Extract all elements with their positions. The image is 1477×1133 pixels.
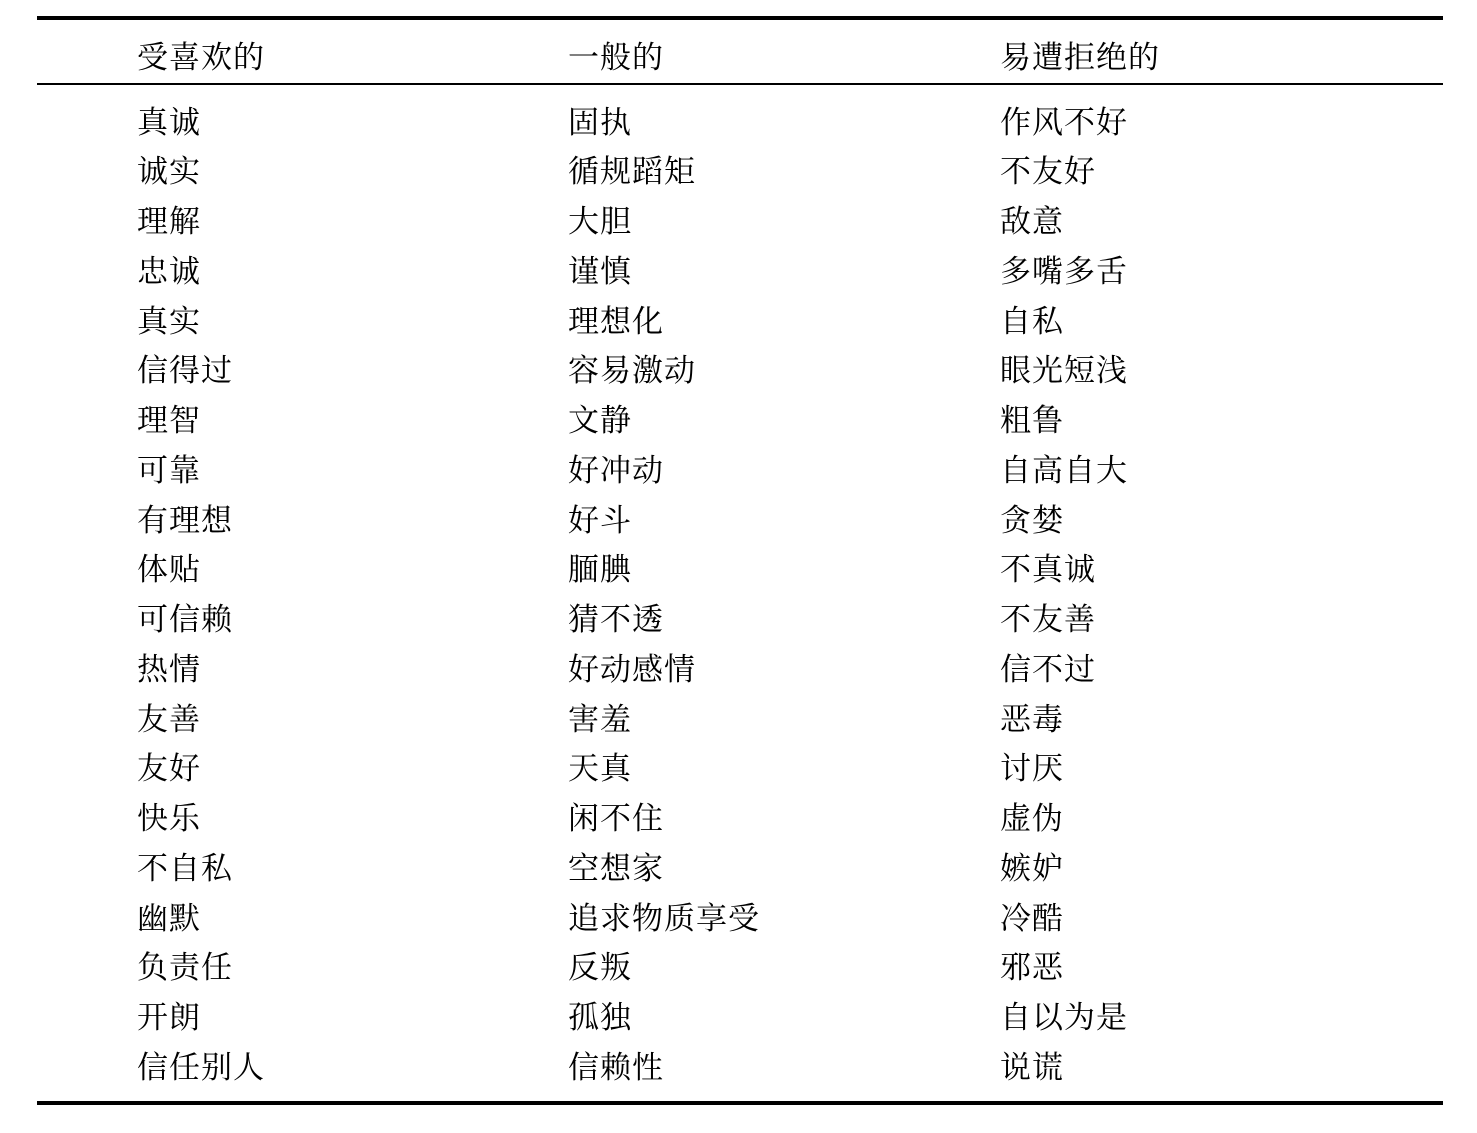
cell-neutral: 循规蹈矩 bbox=[568, 154, 696, 191]
cell-liked: 可信赖 bbox=[137, 602, 233, 638]
cell-liked: 体贴 bbox=[137, 552, 201, 589]
cell-neutral: 空想家 bbox=[568, 850, 664, 887]
cell-rejected: 自以为是 bbox=[1000, 1000, 1128, 1036]
cell-liked: 热情 bbox=[137, 651, 201, 688]
cell-rejected: 信不过 bbox=[1000, 651, 1096, 688]
cell-rejected: 不友好 bbox=[1000, 154, 1096, 191]
cell-liked: 真诚 bbox=[137, 104, 201, 141]
cell-neutral: 固执 bbox=[568, 104, 632, 141]
cell-liked: 理解 bbox=[137, 204, 201, 240]
cell-rejected: 冷酷 bbox=[1000, 900, 1064, 937]
cell-neutral: 好动感情 bbox=[568, 651, 696, 688]
table-row bbox=[37, 844, 1443, 894]
cell-liked: 理智 bbox=[137, 403, 201, 439]
cell-rejected: 邪恶 bbox=[1000, 950, 1064, 987]
cell-liked: 信任别人 bbox=[137, 1049, 265, 1086]
cell-rejected: 贪婪 bbox=[1000, 502, 1064, 539]
table-row bbox=[37, 645, 1443, 695]
cell-liked: 快乐 bbox=[137, 801, 201, 837]
cell-liked: 有理想 bbox=[137, 502, 233, 539]
cell-liked: 忠诚 bbox=[137, 253, 201, 290]
cell-neutral: 好冲动 bbox=[568, 452, 664, 489]
table-row bbox=[37, 794, 1443, 844]
table-row bbox=[37, 1043, 1443, 1093]
cell-liked: 开朗 bbox=[137, 1000, 201, 1036]
table-body bbox=[37, 85, 1443, 1093]
bottom-rule bbox=[37, 1101, 1443, 1105]
cell-neutral: 好斗 bbox=[568, 502, 632, 539]
cell-liked: 真实 bbox=[137, 303, 201, 340]
table-row bbox=[37, 943, 1443, 993]
cell-rejected: 敌意 bbox=[1000, 204, 1064, 240]
cell-neutral: 腼腆 bbox=[568, 552, 632, 589]
cell-neutral: 追求物质享受 bbox=[568, 900, 760, 937]
header-neutral: 一般的 bbox=[568, 40, 664, 76]
cell-rejected: 说谎 bbox=[1000, 1049, 1064, 1086]
table-row bbox=[37, 993, 1443, 1043]
cell-neutral: 反叛 bbox=[568, 950, 632, 987]
cell-neutral: 害羞 bbox=[568, 701, 632, 738]
cell-liked: 负责任 bbox=[137, 950, 233, 987]
cell-neutral: 天真 bbox=[568, 751, 632, 788]
table-row bbox=[37, 396, 1443, 446]
table-row bbox=[37, 496, 1443, 546]
cell-liked: 幽默 bbox=[137, 900, 201, 937]
cell-neutral: 信赖性 bbox=[568, 1049, 664, 1086]
table-row bbox=[37, 695, 1443, 745]
cell-neutral: 谨慎 bbox=[568, 253, 632, 290]
cell-rejected: 虚伪 bbox=[1000, 801, 1064, 837]
cell-rejected: 不友善 bbox=[1000, 602, 1096, 638]
cell-rejected: 作风不好 bbox=[1000, 104, 1128, 141]
trait-table bbox=[37, 16, 1443, 1105]
cell-rejected: 粗鲁 bbox=[1000, 403, 1064, 439]
table-row bbox=[37, 147, 1443, 197]
cell-neutral: 孤独 bbox=[568, 1000, 632, 1036]
cell-rejected: 眼光短浅 bbox=[1000, 353, 1128, 390]
table-row bbox=[37, 744, 1443, 794]
table-row bbox=[37, 297, 1443, 347]
table-header bbox=[37, 20, 1443, 83]
table-row bbox=[37, 894, 1443, 944]
cell-rejected: 不真诚 bbox=[1000, 552, 1096, 589]
cell-rejected: 多嘴多舌 bbox=[1000, 253, 1128, 290]
table-row bbox=[37, 595, 1443, 645]
cell-neutral: 容易激动 bbox=[568, 353, 696, 390]
cell-rejected: 恶毒 bbox=[1000, 701, 1064, 738]
cell-rejected: 自高自大 bbox=[1000, 452, 1128, 489]
cell-neutral: 理想化 bbox=[568, 303, 664, 340]
table-row bbox=[37, 98, 1443, 148]
cell-rejected: 自私 bbox=[1000, 303, 1064, 340]
cell-rejected: 嫉妒 bbox=[1000, 850, 1064, 887]
table-row bbox=[37, 545, 1443, 595]
cell-neutral: 闲不住 bbox=[568, 801, 664, 837]
table-row bbox=[37, 197, 1443, 247]
header-liked: 受喜欢的 bbox=[137, 40, 265, 76]
cell-liked: 友善 bbox=[137, 701, 201, 738]
cell-liked: 不自私 bbox=[137, 850, 233, 887]
table-row bbox=[37, 346, 1443, 396]
table-row bbox=[37, 446, 1443, 496]
table-row bbox=[37, 247, 1443, 297]
cell-neutral: 大胆 bbox=[568, 204, 632, 240]
cell-liked: 友好 bbox=[137, 751, 201, 788]
cell-neutral: 文静 bbox=[568, 403, 632, 439]
cell-neutral: 猜不透 bbox=[568, 602, 664, 638]
cell-liked: 可靠 bbox=[137, 452, 201, 489]
header-rejected: 易遭拒绝的 bbox=[1000, 40, 1160, 76]
cell-rejected: 讨厌 bbox=[1000, 751, 1064, 788]
cell-liked: 诚实 bbox=[137, 154, 201, 191]
cell-liked: 信得过 bbox=[137, 353, 233, 390]
